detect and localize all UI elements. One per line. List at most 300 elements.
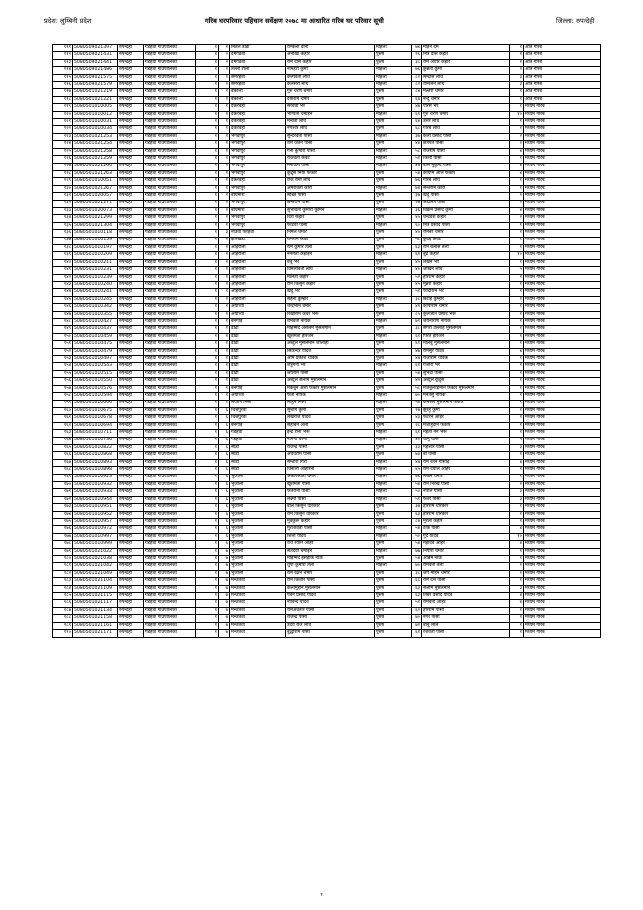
table-cell: राज रानी लोध <box>286 178 375 185</box>
table-cell: दमगढवा <box>230 52 286 59</box>
table-cell: ६ <box>219 437 230 444</box>
table-cell: राम रतन गोसाईं <box>422 459 510 466</box>
table-cell: रुपन्देही <box>118 496 144 503</box>
table-row <box>53 437 601 444</box>
table-cell: १७४ <box>53 511 73 518</box>
table-cell: २ <box>510 67 524 74</box>
table-cell: १५० <box>53 333 73 340</box>
table-cell: ४ <box>510 207 524 214</box>
table-cell: ढोढी <box>230 370 286 377</box>
table-cell: राम किसुन कहार <box>286 282 375 289</box>
table-cell: ४२ <box>412 378 422 385</box>
table-cell: गंजारी भर <box>422 363 510 370</box>
table-cell: 5080501010118 <box>73 230 118 237</box>
table-cell: २ <box>510 200 524 207</box>
table-cell: १ <box>196 215 219 222</box>
table-cell: भुजौली <box>230 526 286 533</box>
table-cell: १३२ <box>53 200 73 207</box>
table-cell: ३ <box>219 230 230 237</box>
table-cell: २ <box>510 570 524 577</box>
table-cell: सम्तीरा गिरी <box>286 459 375 466</box>
table-cell: महेश्वर पासी <box>422 444 510 451</box>
table-cell: १ <box>196 74 219 81</box>
table-cell: भुजौली <box>230 541 286 548</box>
table-cell: ५४ <box>412 370 422 377</box>
table-cell: १९० <box>53 630 73 637</box>
table-row <box>53 400 601 407</box>
table-cell: महिला <box>375 207 412 214</box>
table-cell: अति गरिब <box>524 45 601 52</box>
table-cell: १ <box>510 474 524 481</box>
table-cell: रुपन्देही <box>118 267 144 274</box>
table-cell: कुदई केवट <box>422 237 510 244</box>
table-cell: रुपन्देही <box>118 378 144 385</box>
table-cell: रुपन्देही <box>118 311 144 318</box>
table-cell: मध्यम गरिब <box>524 526 601 533</box>
table-cell: रुपन्देही <box>118 111 144 118</box>
table-cell: १४६ <box>53 304 73 311</box>
table-cell: १ <box>219 385 230 392</box>
table-cell: १ <box>219 378 230 385</box>
table-cell: रुपन्देही <box>118 593 144 600</box>
table-cell: ३३ <box>412 444 422 451</box>
table-cell: १ <box>510 230 524 237</box>
table-cell: १४१ <box>53 267 73 274</box>
table-cell: गैडहवा गाउँपालिका <box>144 489 196 496</box>
table-cell: १ <box>219 215 230 222</box>
table-cell: २ <box>510 215 524 222</box>
table-cell: १५६ <box>53 378 73 385</box>
table-cell: नगर पासी <box>422 615 510 622</box>
table-cell: अहिरौली <box>230 282 286 289</box>
table-cell: १ <box>510 467 524 474</box>
table-cell: गैडहवा गाउँपालिका <box>144 311 196 318</box>
table-cell: भुजौली <box>230 533 286 540</box>
table-cell: 5080509021397 <box>73 45 118 52</box>
table-cell: ६ <box>219 481 230 488</box>
table-cell: १ <box>510 96 524 103</box>
table-cell: पुरुष <box>375 59 412 66</box>
table-cell: हरिराम पासी <box>422 607 510 614</box>
table-cell: जोखन लोध <box>422 267 510 274</box>
table-cell: मध्यम गरिब <box>524 519 601 526</box>
table-cell: गैडहवा <box>230 437 286 444</box>
table-cell: १ <box>219 148 230 155</box>
table-cell: ३ <box>510 489 524 496</box>
table-cell: ३८ <box>412 296 422 303</box>
table-row <box>53 326 601 333</box>
table-cell: अयोध्या <box>230 304 286 311</box>
table-cell: मध्यम गरिब <box>524 593 601 600</box>
table-cell: 5080501010051 <box>73 178 118 185</box>
table-cell: १७२ <box>53 496 73 503</box>
table-row <box>53 185 601 192</box>
table-cell: १ <box>219 326 230 333</box>
table-cell: मध्यम गरिब <box>524 193 601 200</box>
table-cell: मध्यम गरिब <box>524 400 601 407</box>
table-cell: गैडहवा गाउँपालिका <box>144 541 196 548</box>
table-cell: 5080501021254 <box>73 141 118 148</box>
table-cell: ६ <box>219 452 230 459</box>
table-cell: १ <box>219 119 230 126</box>
table-cell: १० <box>510 533 524 540</box>
table-cell: राजेन्द्र पासी <box>286 444 375 451</box>
table-cell: मोहम्मद असलम मुसलमान <box>286 326 375 333</box>
table-cell: रुपन्देही <box>118 585 144 592</box>
table-cell: ओम प्रकाश धावक <box>286 356 375 363</box>
table-cell: ७ <box>219 615 230 622</box>
table-cell: ३ <box>510 82 524 89</box>
table-cell: २ <box>510 141 524 148</box>
table-cell: मध्यम गरिब <box>524 156 601 163</box>
table-cell: १ <box>219 304 230 311</box>
table-cell: महिला <box>375 474 412 481</box>
table-cell: १ <box>196 141 219 148</box>
table-cell: मध्यम गरिब <box>524 467 601 474</box>
table-cell: १ <box>510 119 524 126</box>
table-cell: पुरुष <box>375 104 412 111</box>
table-cell: ६ <box>219 496 230 503</box>
table-row <box>53 230 601 237</box>
table-row <box>53 593 601 600</box>
table-cell: टाके पासी <box>422 526 510 533</box>
table-cell: महिला <box>375 393 412 400</box>
table-cell: 5080501021158 <box>73 615 118 622</box>
table-cell: 5080501010675 <box>73 407 118 414</box>
table-cell: 5080501010241 <box>73 289 118 296</box>
table-row <box>53 156 601 163</box>
table-row <box>53 111 601 118</box>
table-cell: मध्यम गरिब <box>524 274 601 281</box>
table-cell: गैडहवा गाउँपालिका <box>144 244 196 251</box>
table-cell: गैडहवा गाउँपालिका <box>144 378 196 385</box>
table-cell: गैडहवा गाउँपालिका <box>144 556 196 563</box>
table-cell: चित्तपुरवा <box>230 415 286 422</box>
table-cell: गैडहवा गाउँपालिका <box>144 230 196 237</box>
table-cell: १ <box>196 222 219 229</box>
table-cell: १२४ <box>53 141 73 148</box>
table-cell: राम दयाल अहिर <box>422 467 510 474</box>
table-cell: १७० <box>53 481 73 488</box>
table-cell: ३ <box>510 74 524 81</box>
table-cell: रुपन्देही <box>118 578 144 585</box>
table-cell: पिरत हरिजन <box>422 333 510 340</box>
table-cell: ६१ <box>412 630 422 637</box>
table-cell: १ <box>196 422 219 429</box>
table-cell: भुजौली <box>230 519 286 526</box>
table-row <box>53 333 601 340</box>
table-cell: १ <box>219 363 230 370</box>
table-cell: पुरुष <box>375 52 412 59</box>
table-cell: 5080501021221 <box>73 96 118 103</box>
table-cell: १ <box>219 370 230 377</box>
table-cell: पुरुष <box>375 593 412 600</box>
table-cell: मोलबु मुसलमान <box>422 341 510 348</box>
table-cell: रुपन्देही <box>118 348 144 355</box>
table-cell: ८४ <box>412 519 422 526</box>
table-cell: १ <box>196 630 219 637</box>
table-row <box>53 459 601 466</box>
table-cell: मध्यम गरिब <box>524 356 601 363</box>
table-cell: मध्यम गरिब <box>524 556 601 563</box>
table-cell: मन्जेतवा <box>230 578 286 585</box>
table-cell: १८३ <box>53 578 73 585</box>
table-cell: गैडहवा गाउँपालिका <box>144 630 196 637</box>
table-cell: गैडहवा गाउँपालिका <box>144 148 196 155</box>
table-row <box>53 311 601 318</box>
table-cell: गैडहवा गाउँपालिका <box>144 296 196 303</box>
table-cell: गैडहवा गाउँपालिका <box>144 126 196 133</box>
table-cell: १७७ <box>53 533 73 540</box>
table-cell: ५० <box>412 533 422 540</box>
table-cell: फती नायक <box>286 393 375 400</box>
table-cell: महिला <box>375 467 412 474</box>
table-cell: ६ <box>219 459 230 466</box>
table-cell: मध्यम गरिब <box>524 452 601 459</box>
table-cell: रुपन्देही <box>118 519 144 526</box>
table-cell: पुरुष <box>375 578 412 585</box>
table-row <box>53 289 601 296</box>
table-cell: गैडहवा गाउँपालिका <box>144 252 196 259</box>
table-cell: ४४ <box>412 459 422 466</box>
table-cell: रुपन्देही <box>118 541 144 548</box>
table-cell: १४९ <box>53 326 73 333</box>
table-cell: गैडहवा गाउँपालिका <box>144 45 196 52</box>
table-cell: मध्यम गरिब <box>524 326 601 333</box>
table-cell: १ <box>196 230 219 237</box>
table-cell: गरिब लोध <box>422 178 510 185</box>
table-cell: १५१ <box>53 341 73 348</box>
table-row <box>53 430 601 437</box>
table-cell: मध्यम गरिब <box>524 237 601 244</box>
table-row <box>53 556 601 563</box>
table-cell: ७ <box>219 600 230 607</box>
table-cell: पुरुष <box>375 452 412 459</box>
table-cell: भगवापुर <box>230 170 286 177</box>
table-cell: रुपन्देही <box>118 548 144 555</box>
table-cell: रुपन्देही <box>118 104 144 111</box>
table-cell: 5080501010031 <box>73 119 118 126</box>
table-cell: १ <box>510 363 524 370</box>
table-cell: रजिराम पासी <box>422 148 510 155</box>
table-cell: रुपन्देही <box>118 222 144 229</box>
table-cell: १७१ <box>53 489 73 496</box>
table-cell: 5080501010711 <box>73 430 118 437</box>
table-cell: १ <box>219 282 230 289</box>
table-cell: मध्यम गरिब <box>524 304 601 311</box>
table-row <box>53 481 601 488</box>
table-cell: गैडहवा गाउँपालिका <box>144 481 196 488</box>
table-cell: मध्यम गरिब <box>524 222 601 229</box>
table-cell: १८५ <box>53 593 73 600</box>
table-cell: १४८ <box>53 319 73 326</box>
table-cell: १ <box>196 607 219 614</box>
table-cell: रुपन्देही <box>118 185 144 192</box>
table-cell: १ <box>196 578 219 585</box>
table-cell: १११ <box>53 45 73 52</box>
table-cell: गैडहवा गाउँपालिका <box>144 600 196 607</box>
table-cell: पुरुष <box>375 304 412 311</box>
table-cell: विमलावती लोध <box>286 267 375 274</box>
table-row <box>53 615 601 622</box>
table-cell: 5080501021022 <box>73 548 118 555</box>
table-cell: 5080501010736 <box>73 437 118 444</box>
table-cell: 5080501021161 <box>73 622 118 629</box>
table-cell: १ <box>196 496 219 503</box>
table-cell: २ <box>219 52 230 59</box>
table-cell: चन्द्रभान चमार <box>286 304 375 311</box>
table-cell: महिला <box>375 133 412 140</box>
table-cell: मल्तरी चमार <box>422 89 510 96</box>
table-cell: पुरुष <box>375 141 412 148</box>
table-row <box>53 407 601 414</box>
table-cell: ४ <box>510 148 524 155</box>
table-cell: गैडहवा गाउँपालिका <box>144 400 196 407</box>
table-cell: ७ <box>219 622 230 629</box>
table-cell: मध्यम गरिब <box>524 230 601 237</box>
table-cell: महिला <box>375 163 412 170</box>
table-cell: ५४ <box>412 526 422 533</box>
table-cell: 5080501010231 <box>73 267 118 274</box>
table-cell: मध्यम गरिब <box>524 119 601 126</box>
table-cell: १ <box>196 52 219 59</box>
table-cell: गैडहवा गाउँपालिका <box>144 59 196 66</box>
table-cell: फेतर पासी <box>422 496 510 503</box>
table-cell: रुपन्देही <box>118 600 144 607</box>
table-cell: ११५ <box>53 74 73 81</box>
table-cell: मध्यम गरिब <box>524 207 601 214</box>
table-cell: १ <box>510 400 524 407</box>
table-cell: सेमरहवा <box>230 82 286 89</box>
table-cell: रुपन्देही <box>118 74 144 81</box>
table-cell: १ <box>510 274 524 281</box>
table-cell: १५९ <box>53 400 73 407</box>
table-cell: रुपन्देही <box>118 52 144 59</box>
table-cell: ढोढी <box>230 378 286 385</box>
table-cell: महिला <box>375 533 412 540</box>
table-row <box>53 200 601 207</box>
table-cell: ४१ <box>412 304 422 311</box>
table-row <box>53 296 601 303</box>
table-cell: राजाराम धावक <box>422 356 510 363</box>
table-cell: गैडहवा गाउँपालिका <box>144 119 196 126</box>
table-cell: राम अधार कहार <box>422 59 510 66</box>
table-cell: १५८ <box>53 393 73 400</box>
table-row <box>53 170 601 177</box>
table-row <box>53 222 601 229</box>
table-cell: रुपन्देही <box>118 430 144 437</box>
table-cell: 5080501010893 <box>73 459 118 466</box>
table-cell: ४५ <box>412 215 422 222</box>
table-cell: १ <box>510 156 524 163</box>
table-cell: राम दास कहार <box>286 59 375 66</box>
table-cell: नेपाल पासी <box>422 489 510 496</box>
table-cell: महिला <box>375 400 412 407</box>
table-cell: अहिरौली <box>230 244 286 251</box>
table-cell: गैडहवा गाउँपालिका <box>144 267 196 274</box>
table-cell: १ <box>196 622 219 629</box>
table-cell: मध्यम गरिब <box>524 133 601 140</box>
table-cell: राम जतन पासी <box>286 141 375 148</box>
table-cell: मध्यम गरिब <box>524 289 601 296</box>
table-cell: १७५ <box>53 519 73 526</box>
table-cell: ७४ <box>412 185 422 192</box>
table-cell: रुपन्देही <box>118 615 144 622</box>
table-cell: १२० <box>53 111 73 118</box>
table-cell: १ <box>196 67 219 74</box>
table-cell: भुजौली <box>230 489 286 496</box>
table-cell: ढोढी <box>230 341 286 348</box>
table-row <box>53 504 601 511</box>
table-cell: मध्यम गरिब <box>524 148 601 155</box>
table-cell: १ <box>196 444 219 451</box>
table-cell: ४ <box>510 348 524 355</box>
table-cell: १ <box>219 45 230 52</box>
table-cell: गैडहवा गाउँपालिका <box>144 156 196 163</box>
table-cell: पुरुष <box>375 444 412 451</box>
table-cell: ६८ <box>412 578 422 585</box>
table-cell: १ <box>196 585 219 592</box>
table-cell: मध्यम गरिब <box>524 363 601 370</box>
table-cell: १ <box>196 378 219 385</box>
table-cell: 5080501021109 <box>73 585 118 592</box>
table-row <box>53 133 601 140</box>
table-cell: मुरली कहार <box>422 519 510 526</box>
table-cell: १२६ <box>53 156 73 163</box>
table-cell: १ <box>510 289 524 296</box>
table-cell: मजाहुदीन फकीर <box>422 422 510 429</box>
table-cell: चित्तपुरवा <box>230 407 286 414</box>
table-cell: गैडहवा गाउँपालिका <box>144 141 196 148</box>
table-cell: रुपन्देही <box>118 333 144 340</box>
table-cell: लखराज यादव <box>286 415 375 422</box>
table-cell: सेमरहवा <box>230 74 286 81</box>
table-cell: १८८ <box>53 615 73 622</box>
table-cell: गैडहवा गाउँपालिका <box>144 504 196 511</box>
table-cell: नेनमती कहाइन <box>286 252 375 259</box>
table-cell: रजवती पासी <box>422 630 510 637</box>
table-cell: 5080501010355 <box>73 311 118 318</box>
table-row <box>53 548 601 555</box>
table-cell: पुरुष <box>375 370 412 377</box>
table-cell: गैडहवा गाउँपालिका <box>144 133 196 140</box>
table-cell: गैडहवा गाउँपालिका <box>144 526 196 533</box>
table-cell: भुजौली <box>230 511 286 518</box>
table-row <box>53 163 601 170</box>
table-cell: मध्यम गरिब <box>524 200 601 207</box>
table-cell: जयनाराण नायक <box>422 319 510 326</box>
table-cell: ११९ <box>53 104 73 111</box>
table-cell: 5080509021441 <box>73 59 118 66</box>
table-cell: महिला <box>375 430 412 437</box>
table-cell: मध्यम गरिब <box>524 163 601 170</box>
table-cell: अहिरौली <box>230 259 286 266</box>
table-cell: महिला <box>375 148 412 155</box>
table-cell: सुभद्रा पासी <box>422 370 510 377</box>
table-cell: रुपन्देही <box>118 407 144 414</box>
table-cell: रुपन्देही <box>118 96 144 103</box>
table-row <box>53 282 601 289</box>
table-cell: २ <box>219 59 230 66</box>
table-cell: गैडहवा गाउँपालिका <box>144 282 196 289</box>
table-cell: कमरुल मुसलमान फकीर <box>422 400 510 407</box>
table-cell: 5080501010606 <box>73 400 118 407</box>
table-cell: मध्यम गरिब <box>524 489 601 496</box>
table-cell: मनतेसु नायक <box>422 393 510 400</box>
table-cell: गैडहवा गाउँपालिका <box>144 533 196 540</box>
table-cell: २ <box>219 82 230 89</box>
table-cell: रुपन्देही <box>118 452 144 459</box>
